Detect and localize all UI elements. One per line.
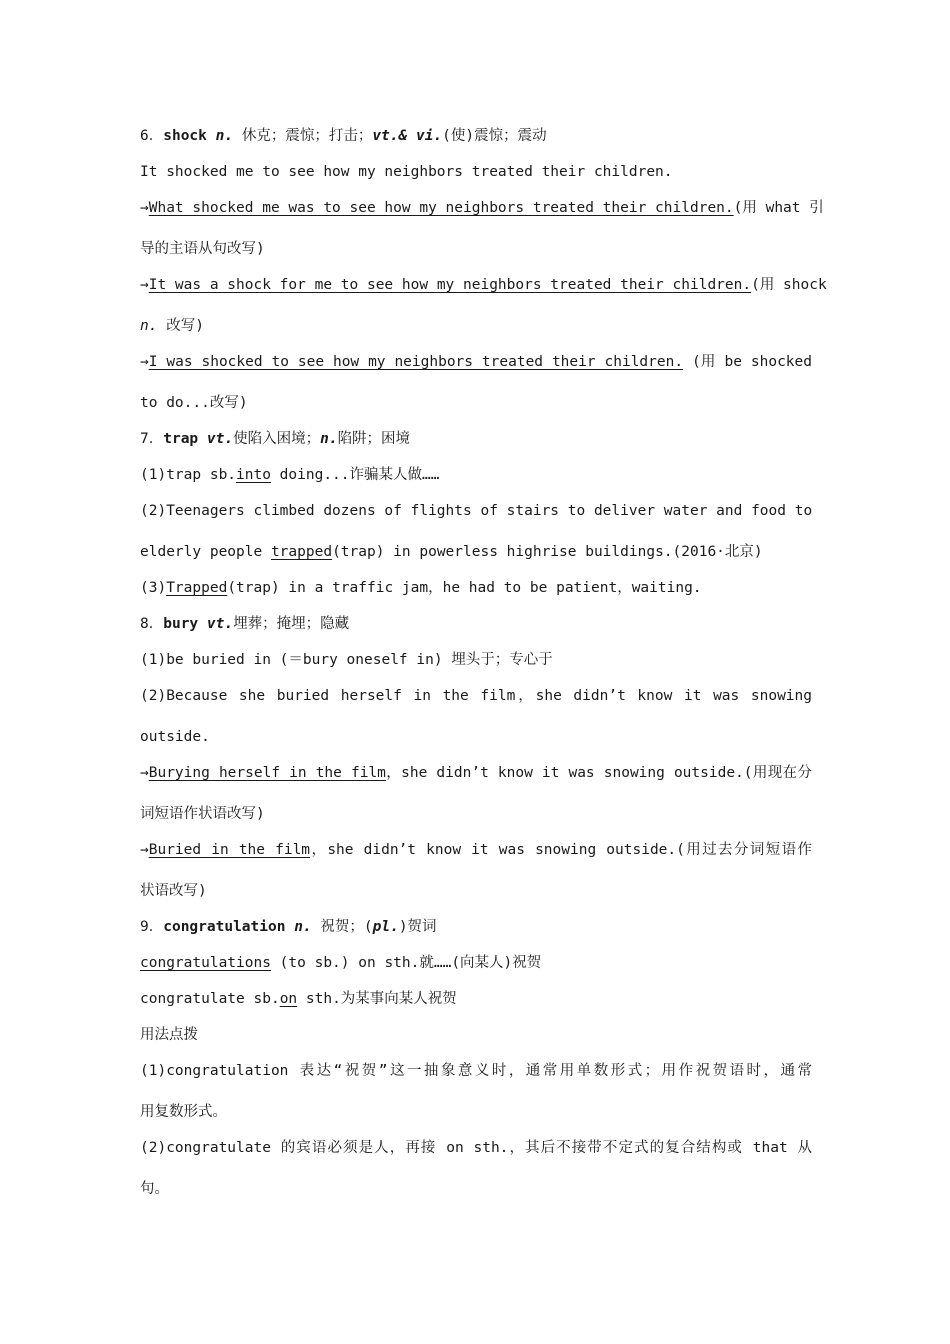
rewrite-note-continued: 导的主语从句改写) [140,241,265,257]
definition: 埋葬；掩埋；隐藏 [233,616,350,632]
answer-text: trapped [270,544,333,560]
headword: shock [163,128,207,144]
rewrite-note: ，she didn’t know it was snowing outside.(用现在分 [385,765,812,781]
tip-line: (1)congratulation 表达“祝贺”这一抽象意义时，通常用单数形式；用作祝贺语时，通常 [140,1063,812,1079]
rewrite-note: ，she didn’t know it was snowing outside.(用过去分词短语作 [310,842,812,858]
arrow-icon: → [140,765,149,781]
answer-text: I was shocked to see how my neighbors treated their children. [148,354,684,370]
part-of-speech: vt.& vi. [372,128,443,144]
rewrite-note-continued: 词短语作状语改写) [140,806,265,822]
arrow-icon: → [140,842,149,858]
answer-text: into [236,467,271,483]
rewrite-line [140,832,812,873]
headword: bury [163,616,199,632]
entry-number: 9． [140,919,164,935]
rewrite-note-continued: 状语改写) [140,883,207,899]
tip-line-continued: 用复数形式。 [140,1104,227,1120]
definition: )贺词 [398,919,437,935]
exercise-line-continued [140,534,812,570]
definition: 使陷入困境； [233,431,321,447]
note-text: 改写) [157,318,204,334]
headword: trap [163,431,199,447]
answer-text: congratulations [140,955,271,971]
part-of-speech: pl. [372,919,399,935]
entry-number: 7． [140,431,164,447]
rewrite-note: (用 what 引 [733,200,824,216]
headword: congratulation [163,919,286,935]
usage-line [140,981,812,1017]
example-sentence: It shocked me to see how my neighbors treated their children. [140,164,673,180]
exercise-line-continued: outside. [140,729,210,745]
tip-line-continued: 句。 [140,1181,169,1197]
rewrite-line [140,190,824,231]
rewrite-line [140,755,812,796]
definition: 陷阱；困境 [337,431,411,447]
entry-heading-congratulation [140,909,812,945]
answer-text: Trapped [166,580,228,596]
entry-heading-bury [140,606,812,642]
entry-number: 8． [140,616,164,632]
answer-text: on [279,991,298,1007]
definition: 祝贺；( [311,919,373,935]
usage-line [140,945,812,981]
rewrite-note: (用 shock [751,277,827,293]
entry-heading-shock [140,118,812,154]
italic-pos: n. [140,318,158,334]
exercise-text: (3) [140,580,167,596]
usage-text: (to sb.) on sth.就……(向某人)祝贺 [270,955,542,971]
arrow-icon: → [140,200,149,216]
document-page [140,118,827,1207]
exercise-text: (trap) in powerless highrise buildings.(2016·北京) [332,544,763,560]
usage-line [140,457,812,493]
rewrite-line [140,267,827,308]
exercise-line: (2)Because she buried herself in the film，she didn’t know it was snowing [140,688,812,704]
exercise-text: elderly people [140,544,271,560]
part-of-speech: n. [320,431,338,447]
entry-number: 6． [140,128,164,144]
arrow-icon: → [140,354,149,370]
tip-title: 用法点拨 [140,1027,198,1043]
arrow-icon: → [140,277,149,293]
rewrite-line [140,344,812,385]
usage-text: sth.为某事向某人祝贺 [297,991,457,1007]
exercise-line [140,570,812,606]
answer-text: Buried in the film [148,842,311,858]
rewrite-note-continued [140,308,812,344]
usage-line: (1)be buried in (＝bury oneself in) 埋头于；专心于 [140,652,553,668]
entry-heading-trap [140,421,812,457]
answer-text: What shocked me was to see how my neighbors treated their children. [148,200,734,216]
part-of-speech: vt. [206,431,234,447]
usage-text: congratulate sb. [140,991,280,1007]
definition: 休克；震惊；打击； [233,128,373,144]
tip-line: (2)congratulate 的宾语必须是人，再接 on sth.，其后不接带不定式的复合结构或 that 从 [140,1140,812,1156]
definition: (使)震惊；震动 [442,128,547,144]
answer-text: It was a shock for me to see how my neighbors treated their children. [148,277,752,293]
answer-text: Burying herself in the film [148,765,386,781]
exercise-line: (2)Teenagers climbed dozens of flights of stairs to deliver water and food to [140,503,813,519]
rewrite-note: (用 be shocked [683,354,812,370]
usage-text: doing...诈骗某人做…… [270,467,440,483]
part-of-speech: vt. [206,616,234,632]
rewrite-note-continued: to do...改写) [140,395,248,411]
part-of-speech: n. [294,919,312,935]
exercise-text: (trap) in a traffic jam，he had to be patient，waiting. [227,580,702,596]
part-of-speech: n. [215,128,234,144]
usage-text: (1)trap sb. [140,467,237,483]
